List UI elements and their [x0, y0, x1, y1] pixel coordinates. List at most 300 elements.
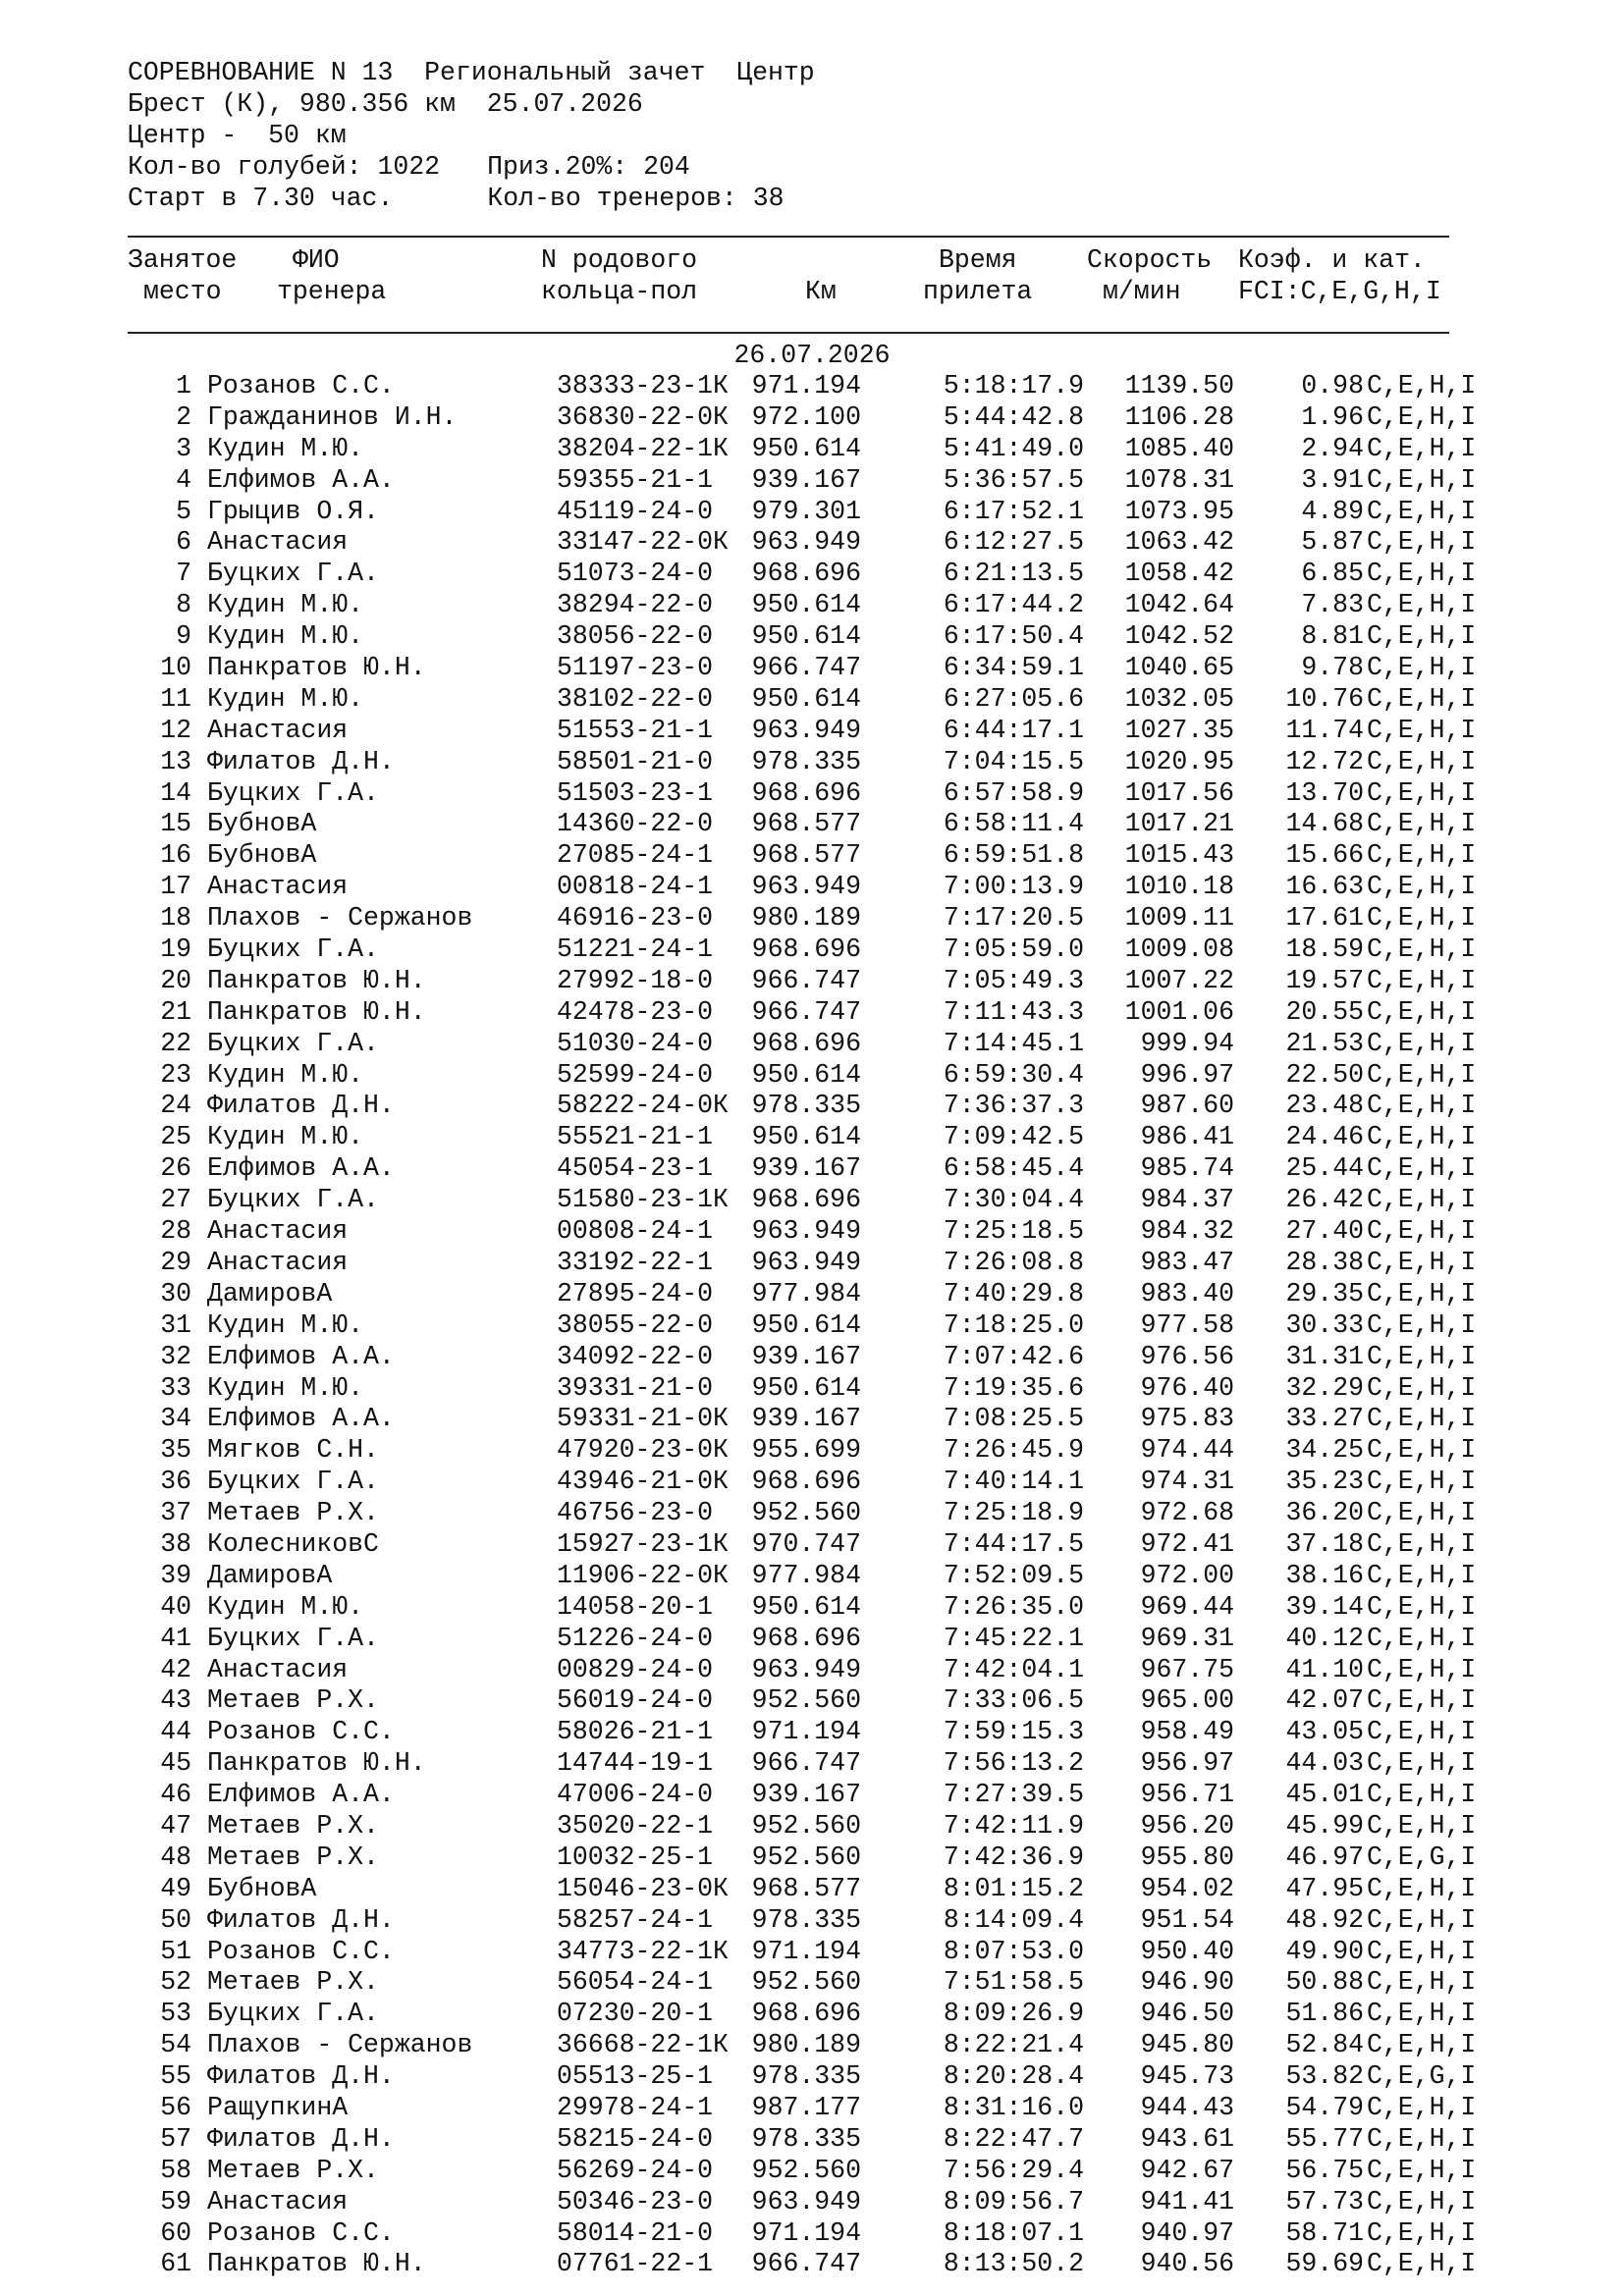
cell-place: 33: [160, 1372, 191, 1403]
cell-km: 952.560: [751, 1967, 861, 1998]
cell-coef: 6.85: [1301, 559, 1364, 589]
cell-km: 963.949: [751, 715, 861, 745]
cell-time: 6:57:58.9: [943, 777, 1084, 808]
cell-time: 6:27:05.6: [943, 683, 1084, 714]
cell-place: 27: [160, 1185, 191, 1215]
cell-coef: 19.57: [1285, 965, 1364, 995]
cell-coef: 1.96: [1301, 401, 1364, 432]
cell-name: Плахов - Сержанов: [207, 903, 473, 934]
cell-coef: 40.12: [1285, 1623, 1364, 1653]
cell-speed: 1032.05: [1124, 683, 1234, 714]
cell-name: Розанов С.С.: [207, 2217, 395, 2248]
cell-speed: 986.41: [1140, 1122, 1234, 1152]
cell-cat: C,E,H,I: [1367, 934, 1477, 965]
cell-time: 8:09:26.9: [943, 1999, 1084, 2029]
cell-place: 12: [160, 715, 191, 745]
cell-time: 6:17:50.4: [943, 621, 1084, 652]
cell-place: 50: [160, 1904, 191, 1935]
cell-speed: 984.37: [1140, 1185, 1234, 1215]
cell-ring: 15927-23-1К: [557, 1528, 729, 1559]
cell-cat: C,E,H,I: [1367, 715, 1477, 745]
cell-name: Елфимов А.А.: [207, 1780, 395, 1810]
cell-km: 952.560: [751, 2155, 861, 2185]
cell-ring: 38333-23-1К: [557, 371, 729, 400]
cell-speed: 967.75: [1140, 1654, 1234, 1684]
cell-speed: 955.80: [1140, 1842, 1234, 1872]
table-row: [0, 1060, 1624, 1092]
cell-km: 968.696: [751, 934, 861, 965]
cell-km: 978.335: [751, 746, 861, 776]
cell-place: 32: [160, 1341, 191, 1371]
cell-name: Розанов С.С.: [207, 1717, 395, 1747]
cell-ring: 42478-23-0: [557, 996, 714, 1027]
cell-name: Кудин М.Ю.: [207, 1591, 364, 1622]
cell-place: 49: [160, 1873, 191, 1903]
cell-time: 8:18:07.1: [943, 2217, 1084, 2248]
col-speed-2: м/мин: [1103, 277, 1181, 306]
cell-place: 2: [176, 401, 191, 432]
table-row: [0, 2218, 1624, 2250]
cell-km: 970.747: [751, 1528, 861, 1559]
cell-km: 971.194: [751, 1936, 861, 1966]
cell-time: 7:25:18.9: [943, 1498, 1084, 1528]
cell-ring: 58014-21-0: [557, 2217, 714, 2248]
report-header: [128, 57, 815, 214]
cell-time: 6:21:13.5: [943, 559, 1084, 589]
cell-place: 36: [160, 1467, 191, 1497]
table-row: [0, 1373, 1624, 1405]
table-row: [0, 590, 1624, 621]
cell-cat: C,E,H,I: [1367, 1685, 1477, 1716]
cell-place: 10: [160, 653, 191, 683]
cell-km: 968.696: [751, 559, 861, 589]
cell-cat: C,E,H,I: [1367, 2217, 1477, 2248]
cell-km: 952.560: [751, 1685, 861, 1716]
cell-time: 7:30:04.4: [943, 1185, 1084, 1215]
cell-time: 7:14:45.1: [943, 1028, 1084, 1058]
cell-ring: 36830-22-0К: [557, 401, 729, 432]
table-row: [0, 1685, 1624, 1717]
top-rule: [128, 236, 1449, 238]
table-row: [0, 621, 1624, 653]
table-row: [0, 434, 1624, 465]
cell-ring: 38294-22-0: [557, 590, 714, 620]
cell-km: 968.696: [751, 1185, 861, 1215]
cell-speed: 977.58: [1140, 1309, 1234, 1340]
cell-km: 963.949: [751, 1654, 861, 1684]
table-row: [0, 465, 1624, 497]
cell-time: 7:36:37.3: [943, 1091, 1084, 1121]
cell-speed: 999.94: [1140, 1028, 1234, 1058]
table-row: [0, 1029, 1624, 1060]
cell-ring: 45054-23-1: [557, 1153, 714, 1184]
results-table: [0, 371, 1624, 2280]
cell-ring: 29978-24-1: [557, 2092, 714, 2122]
cell-ring: 34773-22-1К: [557, 1936, 729, 1966]
cell-place: 56: [160, 2092, 191, 2122]
cell-speed: 1027.35: [1124, 715, 1234, 745]
col-time: Время: [939, 245, 1017, 275]
cell-time: 7:07:42.6: [943, 1341, 1084, 1371]
cell-coef: 4.89: [1301, 496, 1364, 526]
cell-place: 42: [160, 1654, 191, 1684]
table-row: [0, 1780, 1624, 1811]
cell-time: 7:26:35.0: [943, 1591, 1084, 1622]
cell-coef: 39.14: [1285, 1591, 1364, 1622]
cell-cat: C,E,H,I: [1367, 2123, 1477, 2154]
cell-coef: 45.99: [1285, 1810, 1364, 1841]
cell-speed: 1073.95: [1124, 496, 1234, 526]
cell-time: 7:52:09.5: [943, 1560, 1084, 1590]
cell-coef: 54.79: [1285, 2092, 1364, 2122]
cell-ring: 58222-24-0К: [557, 1091, 729, 1121]
cell-speed: 1139.50: [1124, 371, 1234, 400]
table-row: [0, 1561, 1624, 1592]
cell-place: 51: [160, 1936, 191, 1966]
cell-place: 53: [160, 1999, 191, 2029]
cell-km: 971.194: [751, 371, 861, 400]
cell-cat: C,E,H,I: [1367, 1498, 1477, 1528]
cell-coef: 52.84: [1285, 2030, 1364, 2060]
cell-km: 966.747: [751, 996, 861, 1027]
table-row: [0, 1279, 1624, 1310]
cell-cat: C,E,H,I: [1367, 2186, 1477, 2216]
trainers-count: Кол-во тренеров: 38: [487, 184, 785, 213]
table-row: [0, 1937, 1624, 1968]
cell-place: 7: [176, 559, 191, 589]
cell-ring: 51580-23-1К: [557, 1185, 729, 1215]
cell-ring: 55521-21-1: [557, 1122, 714, 1152]
cell-speed: 956.20: [1140, 1810, 1234, 1841]
cell-coef: 10.76: [1285, 683, 1364, 714]
table-row: [0, 966, 1624, 997]
cell-km: 966.747: [751, 2249, 861, 2279]
cell-coef: 34.25: [1285, 1435, 1364, 1466]
cell-place: 46: [160, 1780, 191, 1810]
cell-cat: C,E,H,I: [1367, 1904, 1477, 1935]
cell-name: Метаев Р.Х.: [207, 1810, 379, 1841]
cell-speed: 1010.18: [1124, 872, 1234, 902]
table-row: [0, 1655, 1624, 1686]
cell-coef: 50.88: [1285, 1967, 1364, 1998]
cell-name: Буцких Г.А.: [207, 1028, 379, 1058]
cell-coef: 26.42: [1285, 1185, 1364, 1215]
cell-name: Панкратов Ю.Н.: [207, 996, 426, 1027]
cell-name: Буцких Г.А.: [207, 777, 379, 808]
cell-name: Кудин М.Ю.: [207, 1309, 364, 1340]
cell-cat: C,E,H,I: [1367, 872, 1477, 902]
cell-ring: 15046-23-0К: [557, 1873, 729, 1903]
cell-ring: 33147-22-0К: [557, 527, 729, 558]
cell-name: Анастасия: [207, 872, 349, 902]
col-name: ФИО: [293, 245, 340, 275]
cell-km: 966.747: [751, 965, 861, 995]
cell-place: 1: [176, 371, 191, 400]
cell-ring: 10032-25-1: [557, 1842, 714, 1872]
pigeons-count-line: [128, 151, 815, 183]
cell-cat: C,E,H,I: [1367, 496, 1477, 526]
cell-time: 5:41:49.0: [943, 433, 1084, 463]
cell-cat: C,E,H,I: [1367, 809, 1477, 839]
cell-coef: 58.71: [1285, 2217, 1364, 2248]
cell-speed: 1042.64: [1124, 590, 1234, 620]
cell-place: 34: [160, 1404, 191, 1434]
cell-km: 968.696: [751, 1467, 861, 1497]
arrival-date: 26.07.2026: [733, 341, 891, 370]
cell-speed: 1042.52: [1124, 621, 1234, 652]
cell-ring: 58026-21-1: [557, 1717, 714, 1747]
cell-time: 7:00:13.9: [943, 872, 1084, 902]
cell-speed: 974.44: [1140, 1435, 1234, 1466]
cell-coef: 21.53: [1285, 1028, 1364, 1058]
cell-ring: 51226-24-0: [557, 1623, 714, 1653]
cell-place: 9: [176, 621, 191, 652]
cell-coef: 51.86: [1285, 1999, 1364, 2029]
cell-coef: 14.68: [1285, 809, 1364, 839]
cell-speed: 956.71: [1140, 1780, 1234, 1810]
cell-name: Метаев Р.Х.: [207, 2155, 379, 2185]
cell-place: 41: [160, 1623, 191, 1653]
cell-cat: C,E,H,I: [1367, 1967, 1477, 1998]
table-row: [0, 1435, 1624, 1467]
cell-name: Елфимов А.А.: [207, 1341, 395, 1371]
cell-name: Филатов Д.Н.: [207, 1091, 395, 1121]
cell-coef: 27.40: [1285, 1216, 1364, 1247]
cell-time: 7:05:49.3: [943, 965, 1084, 995]
cell-km: 955.699: [751, 1435, 861, 1466]
cell-cat: C,E,G,I: [1367, 2061, 1477, 2092]
pigeons-count: Кол-во голубей: 1022: [128, 152, 441, 182]
cell-speed: 1017.21: [1124, 809, 1234, 839]
col-ring: N родового: [541, 245, 698, 275]
cell-ring: 07230-20-1: [557, 1999, 714, 2029]
cell-time: 7:19:35.6: [943, 1372, 1084, 1403]
table-row: [0, 903, 1624, 934]
cell-place: 61: [160, 2249, 191, 2279]
cell-cat: C,E,H,I: [1367, 1528, 1477, 1559]
cell-speed: 946.50: [1140, 1999, 1234, 2029]
cell-speed: 954.02: [1140, 1873, 1234, 1903]
cell-km: 952.560: [751, 1842, 861, 1872]
cell-cat: C,E,H,I: [1367, 1278, 1477, 1308]
cell-speed: 976.40: [1140, 1372, 1234, 1403]
cell-cat: C,E,H,I: [1367, 1936, 1477, 1966]
cell-km: 977.984: [751, 1278, 861, 1308]
cell-place: 20: [160, 965, 191, 995]
cell-ring: 11906-22-0К: [557, 1560, 729, 1590]
cell-coef: 33.27: [1285, 1404, 1364, 1434]
cell-ring: 59331-21-0К: [557, 1404, 729, 1434]
cell-coef: 55.77: [1285, 2123, 1364, 2154]
cell-time: 8:14:09.4: [943, 1904, 1084, 1935]
cell-speed: 1063.42: [1124, 527, 1234, 558]
cell-time: 6:12:27.5: [943, 527, 1084, 558]
cell-time: 7:42:04.1: [943, 1654, 1084, 1684]
cell-speed: 945.80: [1140, 2030, 1234, 2060]
cell-name: Грыцив О.Я.: [207, 496, 379, 526]
cell-coef: 29.35: [1285, 1278, 1364, 1308]
cell-km: 950.614: [751, 1059, 861, 1090]
cell-name: Буцких Г.А.: [207, 1623, 379, 1653]
cell-place: 24: [160, 1091, 191, 1121]
cell-place: 35: [160, 1435, 191, 1466]
cell-name: Буцких Г.А.: [207, 934, 379, 965]
cell-speed: 975.83: [1140, 1404, 1234, 1434]
cell-name: Филатов Д.Н.: [207, 2123, 395, 2154]
cell-speed: 942.67: [1140, 2155, 1234, 2185]
cell-km: 978.335: [751, 2123, 861, 2154]
cell-ring: 59355-21-1: [557, 464, 714, 495]
cell-ring: 27085-24-1: [557, 840, 714, 871]
table-row: [0, 1091, 1624, 1122]
cell-time: 7:42:36.9: [943, 1842, 1084, 1872]
cell-ring: 45119-24-0: [557, 496, 714, 526]
table-row: [0, 1905, 1624, 1937]
table-row: [0, 2187, 1624, 2218]
cell-speed: 996.97: [1140, 1059, 1234, 1090]
cell-km: 979.301: [751, 496, 861, 526]
cell-name: БубновА: [207, 840, 317, 871]
cell-ring: 00829-24-0: [557, 1654, 714, 1684]
cell-coef: 17.61: [1285, 903, 1364, 934]
cell-km: 978.335: [751, 2061, 861, 2092]
cell-cat: C,E,H,I: [1367, 746, 1477, 776]
cell-place: 40: [160, 1591, 191, 1622]
cell-time: 7:26:08.8: [943, 1247, 1084, 1277]
cell-ring: 58215-24-0: [557, 2123, 714, 2154]
cell-speed: 950.40: [1140, 1936, 1234, 1966]
cell-time: 8:22:47.7: [943, 2123, 1084, 2154]
cell-name: Кудин М.Ю.: [207, 621, 364, 652]
table-row: [0, 1748, 1624, 1780]
cell-name: ДамировА: [207, 1560, 333, 1590]
cell-place: 26: [160, 1153, 191, 1184]
cell-time: 7:04:15.5: [943, 746, 1084, 776]
cell-name: Кудин М.Ю.: [207, 1059, 364, 1090]
table-row: [0, 934, 1624, 966]
cell-km: 950.614: [751, 1591, 861, 1622]
table-row: [0, 1999, 1624, 2030]
cell-place: 6: [176, 527, 191, 558]
cell-name: Филатов Д.Н.: [207, 2061, 395, 2092]
cell-cat: C,E,H,I: [1367, 1623, 1477, 1653]
cell-place: 21: [160, 996, 191, 1027]
cell-coef: 44.03: [1285, 1748, 1364, 1779]
cell-cat: C,E,H,I: [1367, 1153, 1477, 1184]
col-km: Км: [805, 277, 837, 306]
cell-cat: C,E,H,I: [1367, 1122, 1477, 1152]
cell-time: 6:34:59.1: [943, 653, 1084, 683]
cell-coef: 28.38: [1285, 1247, 1364, 1277]
cell-name: Филатов Д.Н.: [207, 1904, 395, 1935]
center-distance: Центр - 50 км: [128, 121, 347, 150]
cell-ring: 56269-24-0: [557, 2155, 714, 2185]
cell-coef: 57.73: [1285, 2186, 1364, 2216]
table-row: [0, 371, 1624, 402]
cell-ring: 46756-23-0: [557, 1498, 714, 1528]
cell-name: ДамировА: [207, 1278, 333, 1308]
cell-speed: 1106.28: [1124, 401, 1234, 432]
cell-cat: C,E,H,I: [1367, 777, 1477, 808]
cell-ring: 43946-21-0К: [557, 1467, 729, 1497]
cell-name: Панкратов Ю.Н.: [207, 653, 426, 683]
cell-name: РащупкинА: [207, 2092, 349, 2122]
cell-ring: 47006-24-0: [557, 1780, 714, 1810]
cell-place: 29: [160, 1247, 191, 1277]
cell-place: 39: [160, 1560, 191, 1590]
cell-name: Метаев Р.Х.: [207, 1842, 379, 1872]
cell-name: Анастасия: [207, 1247, 349, 1277]
cell-name: КолесниковС: [207, 1528, 379, 1559]
table-row: [0, 1498, 1624, 1529]
cell-cat: C,E,H,I: [1367, 840, 1477, 871]
table-row: [0, 778, 1624, 810]
cell-km: 963.949: [751, 872, 861, 902]
cell-place: 11: [160, 683, 191, 714]
cell-coef: 0.98: [1301, 371, 1364, 400]
table-row: [0, 1529, 1624, 1561]
cell-speed: 976.56: [1140, 1341, 1234, 1371]
cell-name: Кудин М.Ю.: [207, 590, 364, 620]
cell-place: 15: [160, 809, 191, 839]
cell-ring: 51073-24-0: [557, 559, 714, 589]
cell-km: 966.747: [751, 653, 861, 683]
cell-speed: 956.97: [1140, 1748, 1234, 1779]
cell-cat: C,E,H,I: [1367, 683, 1477, 714]
cell-coef: 16.63: [1285, 872, 1364, 902]
cell-speed: 1001.06: [1124, 996, 1234, 1027]
table-row: [0, 684, 1624, 716]
cell-speed: 1058.42: [1124, 559, 1234, 589]
cell-place: 25: [160, 1122, 191, 1152]
cell-ring: 38204-22-1К: [557, 433, 729, 463]
cell-time: 7:05:59.0: [943, 934, 1084, 965]
cell-cat: C,E,H,I: [1367, 1999, 1477, 2029]
cell-cat: C,E,H,I: [1367, 559, 1477, 589]
cell-km: 971.194: [751, 2217, 861, 2248]
cell-coef: 35.23: [1285, 1467, 1364, 1497]
table-row: [0, 1967, 1624, 1999]
cell-place: 31: [160, 1309, 191, 1340]
table-row: [0, 1842, 1624, 1874]
table-row: [0, 872, 1624, 903]
cell-km: 968.577: [751, 840, 861, 871]
cell-name: Анастасия: [207, 1216, 349, 1247]
cell-ring: 51197-23-0: [557, 653, 714, 683]
cell-time: 7:11:43.3: [943, 996, 1084, 1027]
cell-place: 30: [160, 1278, 191, 1308]
cell-speed: 1017.56: [1124, 777, 1234, 808]
cell-coef: 30.33: [1285, 1309, 1364, 1340]
cell-coef: 22.50: [1285, 1059, 1364, 1090]
cell-place: 8: [176, 590, 191, 620]
table-row: [0, 653, 1624, 684]
table-row: [0, 1248, 1624, 1279]
cell-place: 23: [160, 1059, 191, 1090]
cell-place: 45: [160, 1748, 191, 1779]
table-row: [0, 1122, 1624, 1153]
table-row: [0, 809, 1624, 840]
cell-speed: 1009.08: [1124, 934, 1234, 965]
col-speed: Скорость: [1087, 245, 1213, 275]
cell-name: Метаев Р.Х.: [207, 1498, 379, 1528]
cell-name: Кудин М.Ю.: [207, 1372, 364, 1403]
table-row: [0, 1153, 1624, 1185]
cell-coef: 36.20: [1285, 1498, 1364, 1528]
cell-name: Анастасия: [207, 2186, 349, 2216]
cell-speed: 951.54: [1140, 1904, 1234, 1935]
cell-km: 968.696: [751, 1623, 861, 1653]
